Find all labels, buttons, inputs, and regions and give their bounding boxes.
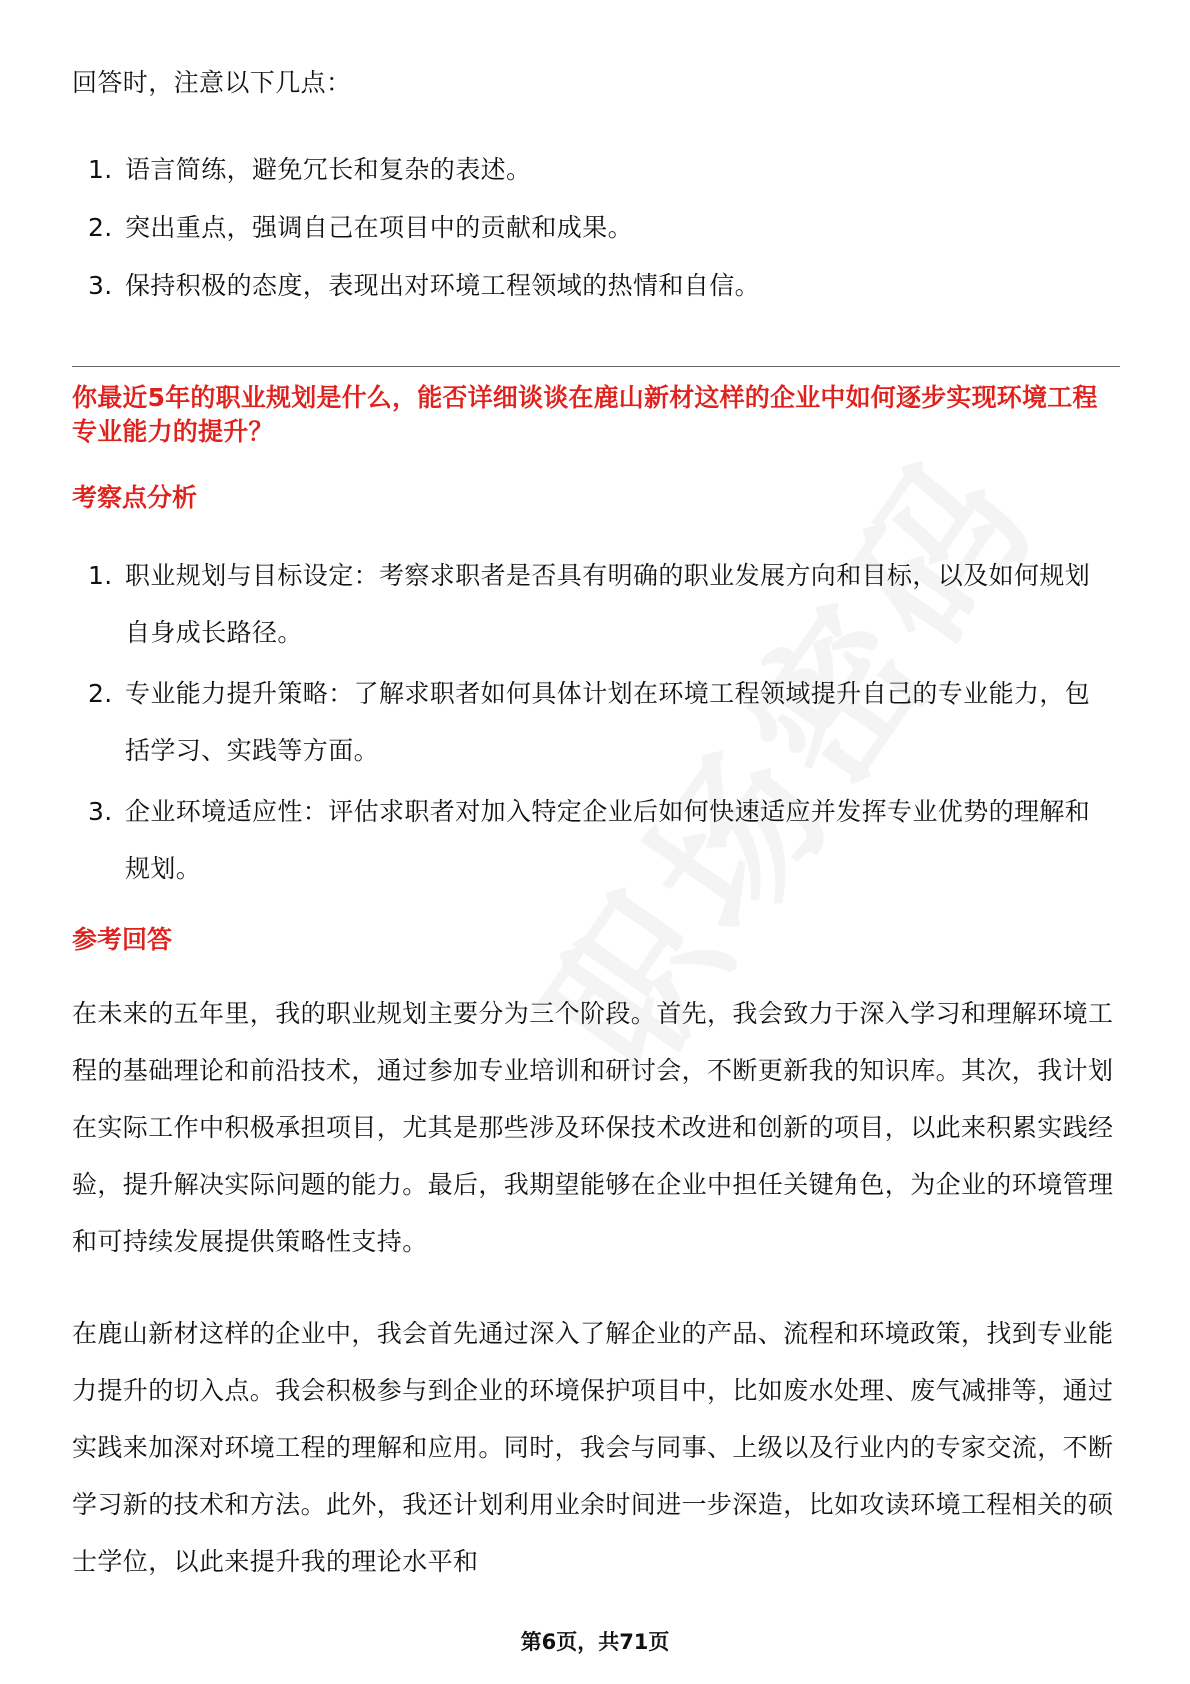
list-number: 1.	[88, 561, 113, 590]
question-heading: 你最近5年的职业规划是什么，能否详细谈谈在鹿山新材这样的企业中如何逐步实现环境工程专业能力的提升？	[72, 383, 1098, 446]
section-divider	[72, 366, 1120, 367]
list-item	[72, 257, 1112, 314]
list-text: 专业能力提升策略：了解求职者如何具体计划在环境工程领域提升自己的专业能力，包括学习、实践等方面。	[125, 679, 1091, 765]
list-number: 1.	[88, 155, 113, 184]
list-text: 企业环境适应性：评估求职者对加入特定企业后如何快速适应并发挥专业优势的理解和规划。	[125, 797, 1091, 883]
list-item	[72, 547, 1112, 661]
list-text: 职业规划与目标设定：考察求职者是否具有明确的职业发展方向和目标，以及如何规划自身成长路径。	[125, 561, 1091, 647]
list-text: 保持积极的态度，表现出对环境工程领域的热情和自信。	[125, 271, 761, 300]
list-item	[72, 665, 1112, 779]
list-number: 3.	[88, 797, 113, 826]
list-item	[72, 199, 1112, 256]
answer-paragraph: 在未来的五年里，我的职业规划主要分为三个阶段。首先，我会致力于深入学习和理解环境工程的基础理论和前沿技术，通过参加专业培训和研讨会，不断更新我的知识库。其次，我计划在实际工作中积极承担项目，尤其是那些涉及环保技术改进和创新的项目，以此来积累实践经验，提升解决实际问题的能力。最后，我期望能够在企业中担任关键角色，为企业的环境管理和可持续发展提供策略性支持。	[72, 999, 1114, 1256]
list-number: 3.	[88, 271, 113, 300]
answer-paragraph: 在鹿山新材这样的企业中，我会首先通过深入了解企业的产品、流程和环境政策，找到专业能力提升的切入点。我会积极参与到企业的环境保护项目中，比如废水处理、废气减排等，通过实践来加深对环境工程的理解和应用。同时，我会与同事、上级以及行业内的专家交流，不断学习新的技术和方法。此外，我还计划利用业余时间进一步深造，比如攻读环境工程相关的硕士学位，以此来提升我的理论水平和	[72, 1319, 1114, 1576]
list-item	[72, 141, 1112, 198]
analysis-heading: 考察点分析	[72, 483, 198, 512]
list-text: 突出重点，强调自己在项目中的贡献和成果。	[125, 213, 634, 242]
tips-list	[72, 141, 1112, 315]
list-item	[72, 783, 1112, 897]
list-number: 2.	[88, 679, 113, 708]
page-footer: 第6页，共71页	[520, 1630, 670, 1654]
analysis-list	[72, 547, 1112, 901]
list-number: 2.	[88, 213, 113, 242]
answer-heading: 参考回答	[72, 925, 173, 954]
intro-text: 回答时，注意以下几点：	[72, 68, 352, 97]
list-text: 语言简练，避免冗长和复杂的表述。	[125, 155, 532, 184]
